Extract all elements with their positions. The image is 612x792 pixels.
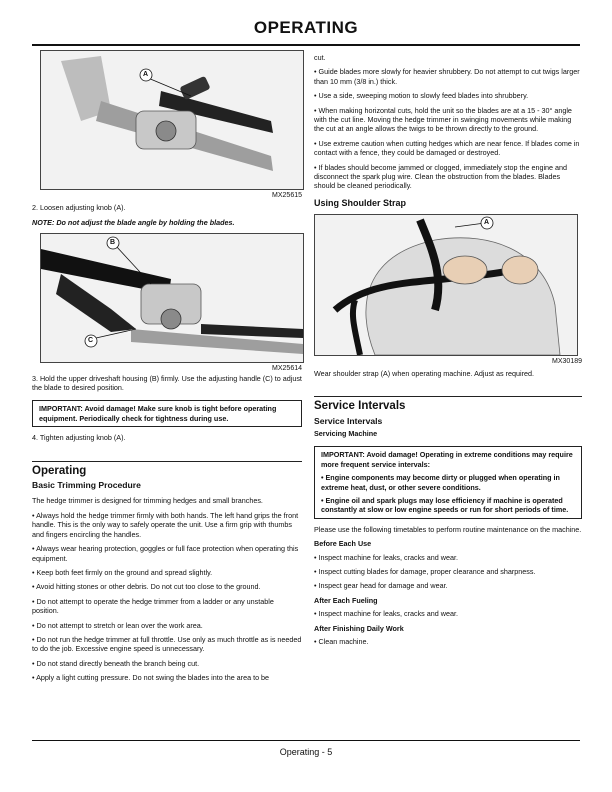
list-item: • Keep both feet firmly on the ground and spread slightly. [32,567,213,577]
important-text: • Engine components may become dirty or plugged when operating in extreme heat, dust, or other severe conditions. [321,473,560,492]
strap-paragraph: Wear shoulder strap (A) when operating machine. Adjust as required. [314,368,535,378]
callout-a-label: A [484,219,490,227]
list-item: • Avoid hitting stones or other debris. Do not cut too close to the ground. [32,582,261,592]
figure-id: MX25614 [272,365,302,373]
subsection-title-shoulder-strap: Using Shoulder Strap [314,197,407,208]
heading-before-each-use: Before Each Use [314,539,372,549]
footer-rule [32,740,580,741]
callout-c-label: C [88,337,94,345]
figure-adjusting-handle [40,233,304,363]
list-item: • Do not attempt to operate the hedge trimmer from a ladder or any unstable position. [32,596,274,616]
list-item: • Apply a light cutting pressure. Do not swing the blades into the area to be [32,673,270,683]
subsection-title-basic-trimming: Basic Trimming Procedure [32,480,141,491]
list-item: • Do not run the hedge trimmer at full throttle. Use only as much throttle as is needed to do the job. Excessive engine speed is unnecessary. [32,634,302,654]
list-item: • If blades should become jammed or clogged, immediately stop the engine and disconnect the spark plug wire. Clean the obstruction from the blades. Blades should be cleaned periodically. [314,162,568,191]
important-text: • Engine oil and spark plugs may lose efficiency if machine is operated constantly at slow or low engine speeds or run for short periods of time. [321,495,569,515]
note: NOTE: Do not adjust the blade angle by holding the blades. [32,217,235,227]
driveshaft-housing-illustration [41,234,303,362]
important-box-service [314,446,582,518]
list-item: • Do not attempt to stretch or lean over the work area. [32,620,203,630]
heading-after-daily-work: After Finishing Daily Work [314,623,404,633]
section-title-operating: Operating [32,461,302,476]
step-2: 2. Loosen adjusting knob (A). [32,203,126,213]
subsection-title-service-intervals: Service Intervals [314,415,383,426]
figure-id: MX25615 [272,192,302,199]
figure-shoulder-strap [314,214,578,356]
list-item: • Inspect gear head for damage and wear. [314,581,448,591]
callout-b-label: B [110,239,116,247]
list-item: • Do not stand directly beneath the branch being cut. [32,658,200,668]
shoulder-strap-illustration [315,215,577,355]
section-title-service-intervals: Service Intervals [314,396,582,411]
heading-servicing-machine: Servicing Machine [314,428,378,438]
header-rule [32,44,580,46]
figure-adjusting-knob [40,50,304,190]
list-item: • Guide blades more slowly for heavier shrubbery. Do not attempt to cut twigs larger than 10 mm (3/8 in.) thick. [314,67,580,86]
continued-text: cut. [314,53,326,62]
list-item: • Inspect machine for leaks, cracks and wear. [314,552,458,562]
important-text: IMPORTANT: Avoid damage! Operating in extreme conditions may require more frequent service intervals: [321,450,573,469]
left-column [32,50,302,688]
intro-paragraph: The hedge trimmer is designed for trimming hedges and small branches. [32,496,263,506]
page-title: OPERATING [253,18,359,37]
heading-after-fueling: After Each Fueling [314,595,378,605]
page-footer: Operating - 5 [279,747,333,757]
trimming-bullet-list [32,511,302,683]
list-item: • Always hold the hedge trimmer firmly with both hands. The left hand grips the front handle. This is the only way to safely operate the unit. Use a firm grip with thumbs and fingers encircling the handles. [32,510,299,539]
list-item: • Clean machine. [314,637,369,646]
step-4: 4. Tighten adjusting knob (A). [32,433,126,443]
important-box: IMPORTANT: Avoid damage! Make sure knob is tight before operating equipment. Periodically check for tightness during use. [32,400,302,427]
list-item: • Inspect cutting blades for damage, proper clearance and sharpness. [314,566,536,576]
list-item: • Use a side, sweeping motion to slowly feed blades into shrubbery. [314,91,529,101]
list-item: • Use extreme caution when cutting hedges which are near fence. If blades come in contact with a fence, they could be damaged or destroyed. [314,138,580,158]
list-item: • Always wear hearing protection, goggles or full face protection when operating this equipment. [32,544,299,563]
right-column [314,53,582,651]
timetable-intro: Please use the following timetables to perform routine maintenance on the machine. [314,524,582,534]
trimming-bullet-list-continued [314,67,582,190]
list-item: • Inspect machine for leaks, cracks and wear. [314,609,458,619]
callout-a-label: A [143,71,149,78]
list-item: • When making horizontal cuts, hold the unit so the blades are at a 15 - 30° angle with the cut line. Moving the hedge trimmer in swinging movements while making the cut at an angle allows the twigs to be thrown directly to the ground. [314,105,572,134]
hedge-trimmer-head-illustration [41,51,303,189]
figure-id: MX30189 [552,358,582,366]
step-3: 3. Hold the upper driveshaft housing (B) firmly. Use the adjusting handle (C) to adjust the blade to desired position. [32,373,302,393]
